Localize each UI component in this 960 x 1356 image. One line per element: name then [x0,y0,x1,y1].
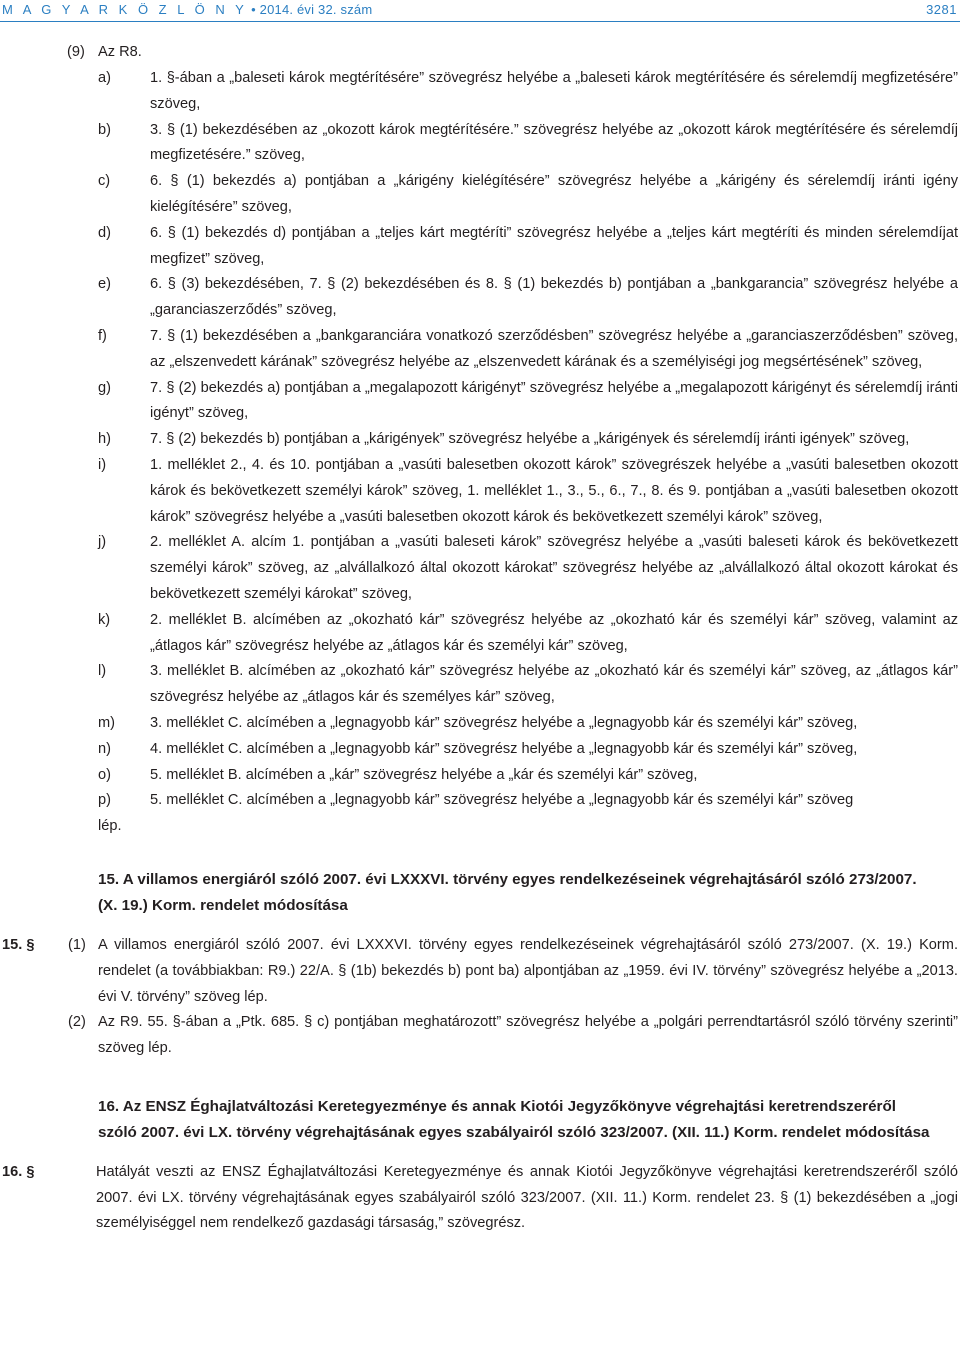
amendment-list [0,66,960,814]
list-item [0,427,960,453]
item-label: e) [98,276,111,293]
item-text: 3. melléklet C. alcímében a „legnagyobb kár” szövegrész helyébe a „legnagyobb kár és személyi kár” szöveg, [150,714,858,731]
item-text: 6. § (3) bekezdésében, 7. § (2) bekezdésében és 8. § (1) bekezdés b) pontjában a „bankgarancia” szövegrész helyébe a „garanciaszerződés” szöveg, [150,276,958,319]
list-item [0,376,960,428]
list-item [0,118,960,170]
paragraph-number: (1) [68,936,86,953]
item-label: l) [98,663,107,680]
item-text: 7. § (2) bekezdés b) pontjában a „kárigények” szövegrész helyébe a „kárigények és sérelemdíj iránti igények” szöveg, [150,431,910,448]
list-item [0,221,960,273]
section-15 [0,933,960,1062]
item-text: 7. § (2) bekezdés a) pontjában a „megalapozott kárigényt” szövegrész helyébe a „megalapozott kárigényt és sérelemdíj iránti igényt” szöveg, [150,379,958,422]
paragraph-number: (2) [68,1014,86,1031]
item-text: 3. § (1) bekezdésében az „okozott károk megtérítésére.” szövegrész helyébe az „okozott károk megtérítésére és sérelemdíj megfizetésére.” szöveg, [150,121,958,164]
section-16-heading: 16. Az ENSZ Éghajlatváltozási Keretegyezménye és annak Kiotói Jegyzőkönyve végrehajtási keretrendszeréről szóló 2007. évi LX. törvény végrehajtásának egyes szabályairól szóló 323/2007. (XII. 11.) Korm. rendelet módosítása [98,1097,930,1141]
item-text: 3. melléklet B. alcímében az „okozható kár” szövegrész helyébe az „okozható kár és személyi kár” szöveg, az „átlagos kár” szövegrész helyébe az „átlagos kár és személyes kár” szöveg, [150,663,958,706]
list-item [0,453,960,530]
item-text: 5. melléklet C. alcímében a „legnagyobb kár” szövegrész helyébe a „legnagyobb kár és személyi kár” szöveg [150,792,854,809]
item-text: 5. melléklet B. alcímében a „kár” szövegrész helyébe a „kár és személyi kár” szöveg, [150,766,698,783]
item-label: i) [98,456,107,473]
paragraph [68,933,958,1010]
item-text: 2. melléklet A. alcím 1. pontjában a „vasúti baleseti károk” szövegrész helyébe a „vasúti baleseti károk és bekövetkezett személyi károk” szöveg, az „alvállalkozó által okozott károkat” szövegrész helyébe az „alvállalkozó által okozott károkat és bekövetkezett személyi károkat” szöveg, [150,534,958,602]
header-rule [0,21,960,22]
item-label: k) [98,611,111,628]
item-label: h) [98,431,111,448]
paragraph-text: Az R9. 55. §-ában a „Ptk. 685. § c) pontjában meghatározott” szövegrész helyébe a „polgári perrendtartásról szóló törvény szerinti” szöveg lép. [98,1014,958,1057]
list-item [0,324,960,376]
item-text: 7. § (1) bekezdésében a „bankgaranciára vonatkozó szerződésben” szövegrész helyébe a „garanciaszerződésben” szöveg, az „elszenvedett kárának” szövegrész helyébe az „elszenvedett kárának és a személyiségi jog megsértésének” szöveg, [150,327,958,370]
item-label: c) [98,173,111,190]
list-item [0,530,960,607]
item-text: 1. melléklet 2., 4. és 10. pontjában a „vasúti balesetben okozott károk” szövegrészek helyébe a „vasúti balesetben okozott károk és bekövetkezett személyi károk” szöveg, 1. melléklet 1., 3., 5., 6., 7., 8. és 9. pontjában a „vasúti balesetben okozott károk” szövegrész helyébe a „vasúti balesetben okozott károk és bekövetkezett személyi károk” szöveg, [150,456,958,525]
list-item [0,169,960,221]
section-16 [0,1160,960,1237]
list-item [0,272,960,324]
item-text: 4. melléklet C. alcímében a „legnagyobb kár” szövegrész helyébe a „legnagyobb kár és személyi kár” szöveg, [150,740,858,757]
item-text: 6. § (1) bekezdés a) pontjában a „kárigény kielégítésére” szövegrész helyébe a „kárigény és sérelemdíj iránti igény kielégítésére” szöveg, [150,173,958,215]
list-item [0,66,960,118]
header-left [2,2,372,17]
list-item [0,737,960,763]
list-item [0,608,960,660]
item-label: b) [98,121,111,138]
item-label: n) [98,740,111,757]
item-label: p) [98,792,111,809]
item-text: 1. §-ában a „baleseti károk megtérítésére” szövegrész helyébe a „baleseti károk megtérítésére és sérelemdíj megfizetésére” szöveg, [150,70,958,112]
list-item [0,659,960,711]
header-bullet: • [251,2,256,17]
paragraph-text: A villamos energiáról szóló 2007. évi LXXXVI. törvény egyes rendelkezéseinek végrehajtásáról szóló 273/2007. (X. 19.) Korm. rendelet (a továbbiakban: R9.) 22/A. § (1b) bekezdés b) pont ba) alpontjában az „1959. évi IV. törvény” szövegrész helyébe a „2013. évi V. törvény” szöveg lép. [98,936,958,1005]
page-number: 3281 [926,2,957,17]
section-16-body [68,1160,960,1237]
closing-text: lép. [98,818,122,835]
item-label: a) [98,70,111,86]
document-body [0,40,960,1237]
intro-text: Az R8. [98,44,142,60]
section-16-text: Hatályát veszti az ENSZ Éghajlatváltozási Keretegyezménye és annak Kiotói Jegyzőkönyve végrehajtási keretrendszeréről szóló 2007. évi LX. törvény végrehajtásának egyes szabályairól szóló 323/2007. (XII. 11.) Korm. rendelet 23. § (1) bekezdésében a „jogi személyiséggel nem rendelkező gazdasági társaság,” szövegrész. [96,1163,958,1232]
section-15-number: 15. § [2,936,35,953]
list-item [0,763,960,789]
amendment-intro [0,40,960,66]
page-header [0,0,960,26]
paragraph [68,1010,958,1062]
item-text: 2. melléklet B. alcímében az „okozható kár” szövegrész helyébe az „okozható kár és személyi kár” szöveg, valamint az „átlagos kár” szövegrész helyébe az „átlagos kár és személyi kár” szöveg, [150,611,958,654]
item-label: d) [98,224,111,241]
item-label: g) [98,379,111,396]
section-15-heading: 15. A villamos energiáról szóló 2007. évi LXXXVI. törvény egyes rendelkezéseinek végrehajtásáról szóló 273/2007. (X. 19.) Korm. rendelet módosítása [98,870,917,914]
publication-title: M A G Y A R K Ö Z L Ö N Y [2,2,248,17]
item-label: o) [98,766,111,783]
item-label: m) [98,714,116,731]
item-label: f) [98,327,107,344]
list-item [0,711,960,737]
issue-label: 2014. évi 32. szám [259,2,373,17]
section-16-number: 16. § [2,1163,35,1180]
section-15-body [68,933,960,1062]
intro-number: (9) [67,44,85,60]
item-text: 6. § (1) bekezdés d) pontjában a „teljes kárt megtéríti” szövegrész helyébe a „teljes kárt megtéríti és minden sérelemdíjat megfizet” szöveg, [150,224,958,267]
item-label: j) [98,534,107,551]
list-item [0,788,960,814]
